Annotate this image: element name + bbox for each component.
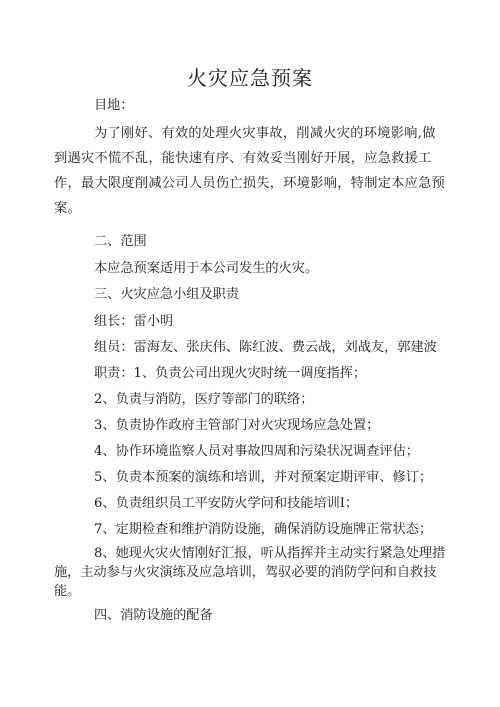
team-leader: 组长：雷小明 xyxy=(94,314,174,329)
section-2-heading: 二、范围 xyxy=(94,234,147,249)
section-3-heading: 三、火灾应急小组及职责 xyxy=(94,287,240,302)
section-4-heading: 四、消防设施的配备 xyxy=(94,608,213,623)
team-members: 组员：雷海友、张庆伟、陈红波、费云战，刘战友，郭建波 xyxy=(94,340,437,355)
duty-item: 5、负责本预案的演练和培训，并对预案定期评审、修订； xyxy=(94,470,433,485)
section-2-paragraph: 本应急预案适用于本公司发生的火灾。 xyxy=(94,261,319,276)
duty-item: 6、负责组织员工平安防火学问和技能培训I； xyxy=(94,496,359,511)
duty-item: 2、负责与消防，医疗等部门的联络； xyxy=(94,392,314,407)
duty-item-8: 8、她现火灾火情刚好汇报，听从指挥并主动实行紧急处理措施，主动参与火灾演练及应急培训，驾驭必要的消防学问和自救技能。 xyxy=(54,546,446,599)
document-title: 火灾应急预案 xyxy=(187,66,313,90)
duty-item: 3、负责协作政府主管部门对火灾现场应急处置； xyxy=(94,418,380,433)
purpose-paragraph: 为了刚好、有效的处理火灾事故，削减火灾的环境影响,做到遇灾不慌不乱，能快速有序、有效妥当刚好开展，应急救援工作，最大限度削减公司人员伤亡损失，环境影响，特制定本应急预案。 xyxy=(54,126,446,216)
purpose-heading: 目地： xyxy=(94,98,134,113)
duty-item: 职责：1、负责公司出现火灾时统一调度指挥； xyxy=(94,366,367,381)
duty-item: 7、定期检查和维护消防设施，确保消防设施牌正常状态； xyxy=(94,522,433,537)
duty-item: 4、协作环境监察人员对事故四周和污染状况调查评估； xyxy=(94,444,419,459)
